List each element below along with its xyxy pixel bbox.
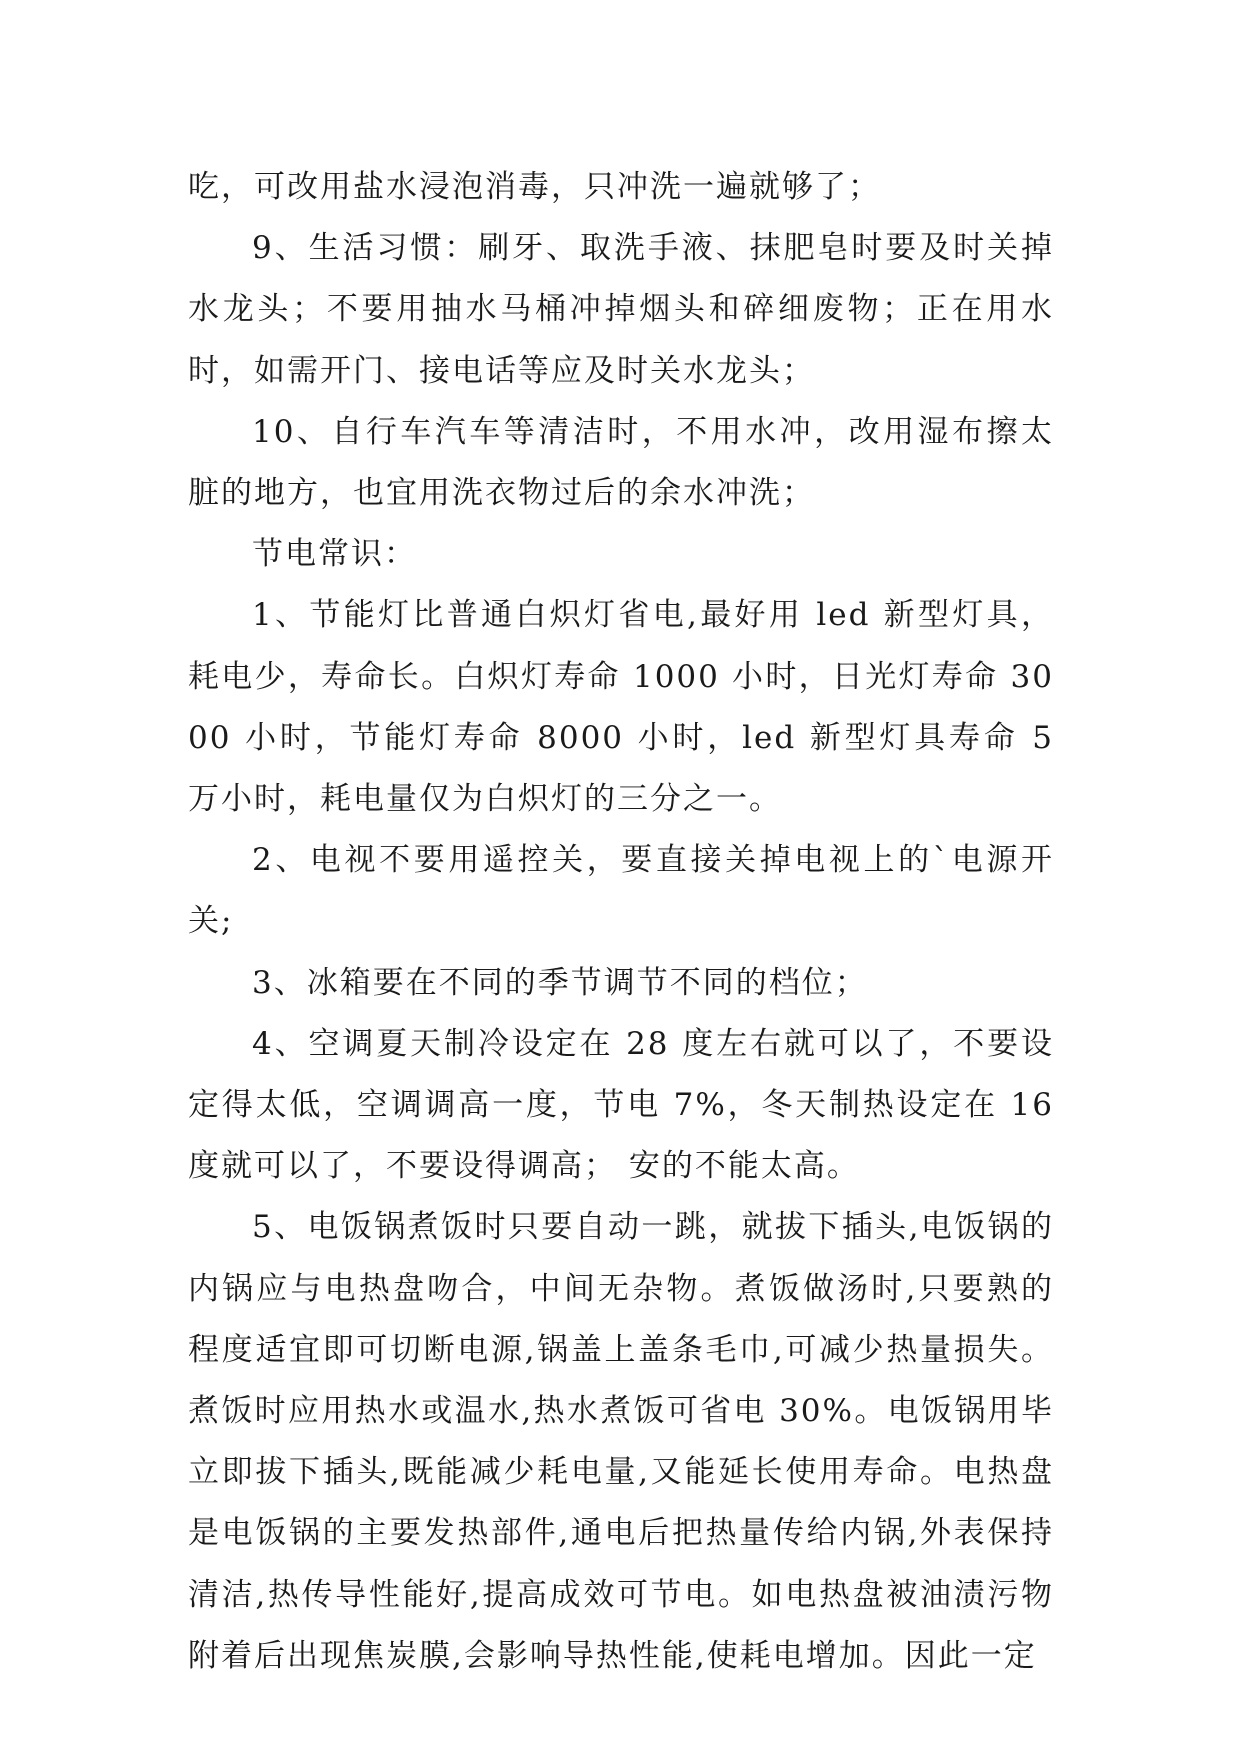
paragraph-item-9-habits: 9、生活习惯：刷牙、取洗手液、抹肥皂时要及时关掉水龙头；不要用抽水马桶冲掉烟头和碎细废物；正在用水时，如需开门、接电话等应及时关水龙头；	[188, 230, 1054, 389]
paragraph-continuation: 吃，可改用盐水浸泡消毒，只冲洗一遍就够了；	[188, 169, 881, 205]
paragraph-item-2-tv: 2、电视不要用遥控关，要直接关掉电视上的`电源开关;	[188, 842, 1054, 940]
paragraph-item-5-rice-cooker: 5、电饭锅煮饭时只要自动一跳，就拔下插头,电饭锅的内锅应与电热盘吻合，中间无杂物。煮饭做汤时,只要熟的程度适宜即可切断电源,锅盖上盖条毛巾,可减少热量损失。煮饭时应用热水或温水,热水煮饭可省电 30%。电饭锅用毕立即拔下插头,既能减少耗电量,又能延长使用寿命。电热盘是电饭锅的主要发热部件,通电后把热量传给内锅,外表保持清洁,热传导性能好,提高成效可节电。如电热盘被油渍污物附着后出现焦炭膜,会影响导热性能,使耗电增加。因此一定	[188, 1209, 1054, 1674]
document-body	[188, 157, 1054, 1687]
paragraph-item-10-cleaning: 10、自行车汽车等清洁时，不用水冲，改用湿布擦太脏的地方，也宜用洗衣物过后的余水冲洗；	[188, 413, 1054, 512]
paragraph-item-3-fridge: 3、冰箱要在不同的季节调节不同的档位；	[252, 964, 868, 1001]
paragraph-item-1-lamps: 1、节能灯比普通白炽灯省电,最好用 led 新型灯具，耗电少，寿命长。白炽灯寿命 1000 小时，日光灯寿命 3000 小时，节能灯寿命 8000 小时，led 新型灯具寿命 5 万小时，耗电量仅为白炽灯的三分之一。	[188, 597, 1054, 818]
paragraph-item-4-aircon: 4、空调夏天制冷设定在 28 度左右就可以了，不要设定得太低，空调调高一度，节电 7%，冬天制热设定在 16 度就可以了，不要设得调高； 安的不能太高。	[188, 1025, 1054, 1185]
section-heading-power-saving: 节电常识：	[252, 536, 417, 573]
